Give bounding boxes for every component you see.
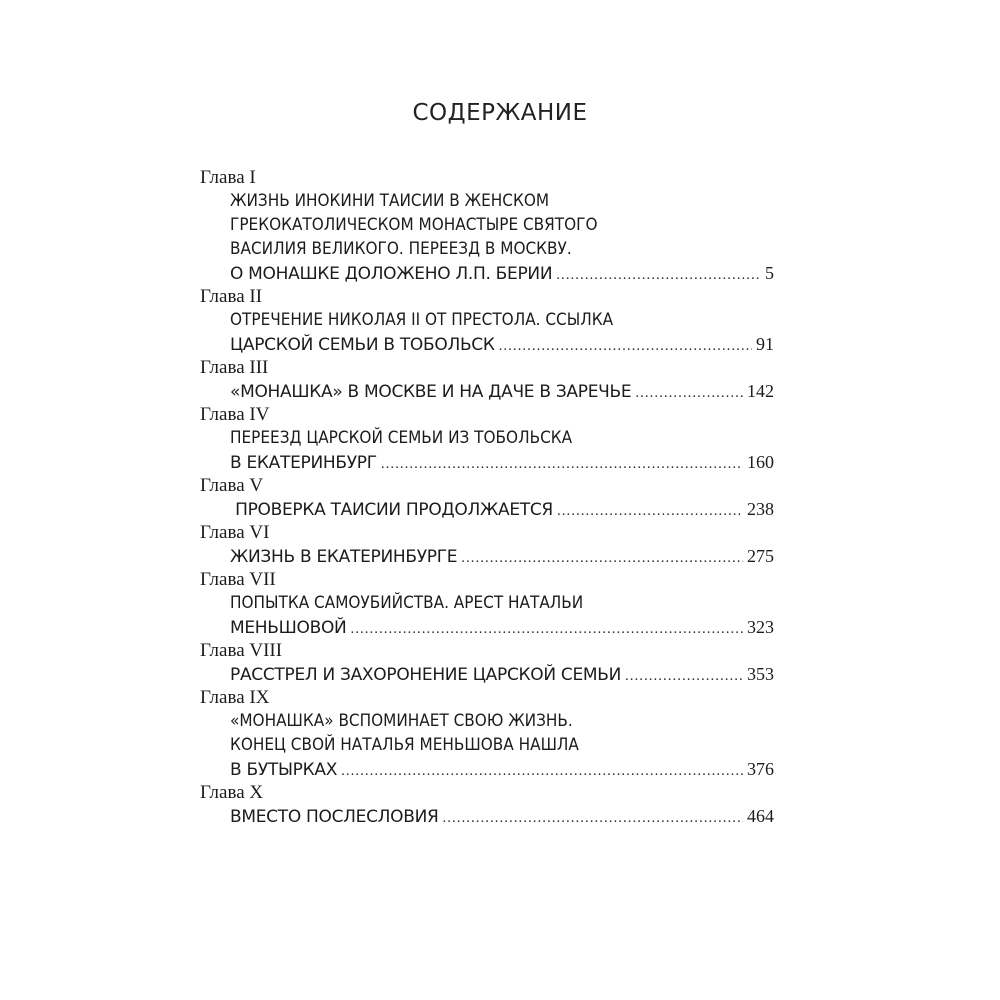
chapter-title-last-line <box>230 261 774 285</box>
toc-chapter <box>200 356 774 403</box>
page-number: 464 <box>747 806 774 826</box>
chapter-label: Глава III <box>200 357 269 378</box>
page-number: 5 <box>765 263 774 283</box>
chapter-title-text: О МОНАШКЕ ДОЛОЖЕНО Л.П. БЕРИИ <box>230 264 553 284</box>
chapter-label: Глава X <box>200 782 264 803</box>
chapter-title-last-line <box>230 615 774 639</box>
chapter-entry <box>200 544 774 568</box>
chapter-entry <box>200 497 774 521</box>
toc-chapter <box>200 639 774 686</box>
chapter-title-last-line <box>230 544 774 568</box>
chapter-label: Глава VI <box>200 522 270 543</box>
toc-chapter <box>200 166 774 285</box>
dot-leader <box>556 263 761 287</box>
chapter-label: Глава IX <box>200 687 270 708</box>
dot-leader <box>350 617 743 641</box>
chapter-title-text: ЖИЗНЬ В ЕКАТЕРИНБУРГЕ <box>230 547 458 567</box>
page-number: 353 <box>747 664 774 684</box>
chapter-entry <box>200 591 774 639</box>
page-number: 91 <box>756 334 774 354</box>
chapter-title-line: КОНЕЦ СВОЙ НАТАЛЬЯ МЕНЬШОВА НАШЛА <box>230 735 579 755</box>
chapter-entry <box>200 308 774 356</box>
chapter-title-text: МЕНЬШОВОЙ <box>230 618 347 638</box>
page-number: 376 <box>747 759 774 779</box>
dot-leader <box>341 759 743 783</box>
chapter-entry <box>200 804 774 828</box>
chapter-title-text: В ЕКАТЕРИНБУРГ <box>230 453 377 473</box>
chapter-title-text: ПРОВЕРКА ТАИСИИ ПРОДОЛЖАЕТСЯ <box>230 500 553 520</box>
chapter-label: Глава II <box>200 286 263 307</box>
chapter-title-line: «МОНАШКА» ВСПОМИНАЕТ СВОЮ ЖИЗНЬ. <box>230 711 573 731</box>
dot-leader <box>461 546 743 570</box>
dot-leader <box>381 452 743 476</box>
dot-leader <box>443 806 744 830</box>
dot-leader <box>625 664 743 688</box>
chapter-title-last-line <box>230 662 774 686</box>
toc-chapter <box>200 474 774 521</box>
chapter-title-text: В БУТЫРКАХ <box>230 760 338 780</box>
chapter-title-text: ВМЕСТО ПОСЛЕСЛОВИЯ <box>230 807 439 827</box>
chapter-title-line: ЖИЗНЬ ИНОКИНИ ТАИСИИ В ЖЕНСКОМ <box>230 191 550 211</box>
chapter-title-line: ОТРЕЧЕНИЕ НИКОЛАЯ II ОТ ПРЕСТОЛА. ССЫЛКА <box>230 310 614 330</box>
toc-chapter <box>200 781 774 828</box>
toc-chapter <box>200 521 774 568</box>
table-of-contents <box>200 166 774 828</box>
chapter-title-line: ГРЕКОКАТОЛИЧЕСКОМ МОНАСТЫРЕ СВЯТОГО <box>230 215 598 235</box>
page-number: 238 <box>747 499 774 519</box>
chapter-label: Глава VII <box>200 569 276 590</box>
chapter-entry <box>200 662 774 686</box>
page-number: 323 <box>747 617 774 637</box>
chapter-entry <box>200 709 774 781</box>
toc-chapter <box>200 285 774 356</box>
chapter-entry <box>200 426 774 474</box>
chapter-title-last-line <box>230 450 774 474</box>
chapter-label: Глава VIII <box>200 640 283 661</box>
toc-chapter <box>200 568 774 639</box>
chapter-entry <box>200 379 774 403</box>
chapter-title-text: «МОНАШКА» В МОСКВЕ И НА ДАЧЕ В ЗАРЕЧЬЕ <box>230 382 632 402</box>
chapter-title-last-line <box>230 757 774 781</box>
dot-leader <box>557 499 743 523</box>
chapter-title-line: ПОПЫТКА САМОУБИЙСТВА. АРЕСТ НАТАЛЬИ <box>230 593 584 613</box>
page-title: СОДЕРЖАНИЕ <box>412 100 588 126</box>
page-number: 142 <box>747 381 774 401</box>
chapter-title-last-line <box>230 332 774 356</box>
chapter-title-last-line <box>230 497 774 521</box>
chapter-title-text: РАССТРЕЛ И ЗАХОРОНЕНИЕ ЦАРСКОЙ СЕМЬИ <box>230 665 622 685</box>
chapter-entry <box>200 189 774 285</box>
chapter-label: Глава V <box>200 475 264 496</box>
toc-chapter <box>200 403 774 474</box>
page-number: 160 <box>747 452 774 472</box>
chapter-title-last-line <box>230 804 774 828</box>
chapter-label: Глава I <box>200 167 256 188</box>
chapter-label: Глава IV <box>200 404 270 425</box>
chapter-title-text: ЦАРСКОЙ СЕМЬИ В ТОБОЛЬСК <box>230 335 495 355</box>
page-number: 275 <box>747 546 774 566</box>
dot-leader <box>499 334 752 358</box>
toc-chapter <box>200 686 774 781</box>
chapter-title-line: ВАСИЛИЯ ВЕЛИКОГО. ПЕРЕЕЗД В МОСКВУ. <box>230 239 572 259</box>
dot-leader <box>635 381 743 405</box>
chapter-title-last-line <box>230 379 774 403</box>
chapter-title-line: ПЕРЕЕЗД ЦАРСКОЙ СЕМЬИ ИЗ ТОБОЛЬСКА <box>230 428 573 448</box>
